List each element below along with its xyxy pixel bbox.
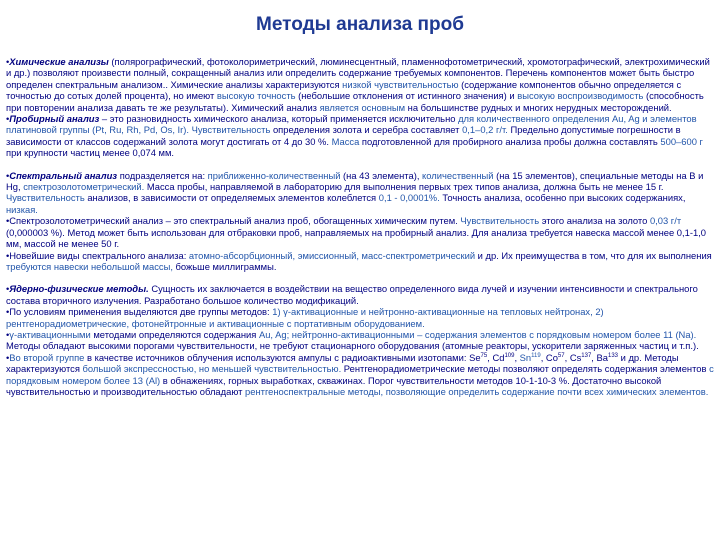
body-text: Рентгенорадиометрические методы позволяют определять содержания элементов — [341, 363, 710, 375]
body-text: , Co — [540, 351, 558, 363]
body-text: этого анализа на золото — [539, 215, 650, 227]
body-text: • — [6, 169, 10, 181]
body-text: (способность при повторении анализа давать те же результаты). Химический анализ — [6, 90, 704, 113]
body-text: (полярографический, фотоколориметрический, люминесцентный, пламеннофотометрический, хромотографический, электрохимический и др.) позволяют произвести полный, сокращенный анализ или определить содержание требуемых компонентов. Перечень компонентов может быть быстро определен спектральным анализом.. Химические анализы характеризуются — [6, 56, 710, 90]
body-text: на большинстве рудных и многих нерудных месторождений. — [405, 101, 672, 113]
body-text: • — [6, 351, 10, 363]
highlight-text: низкой чувствительностью — [342, 78, 459, 90]
body-text: •Новейшие виды спектрального анализа: — [6, 249, 189, 261]
bullet-paragraph — [6, 283, 714, 306]
body-text: Предельно допустимые погрешности в зависимости от классов содержаний золота могут достигать от 4 до 30 %. — [6, 124, 681, 147]
highlight-text: Чувствительность — [460, 215, 540, 227]
bullet-paragraph — [6, 113, 714, 159]
highlight-text: 119 — [531, 352, 541, 359]
body-text: (небольшие отклонения от истинного значения) и — [295, 90, 518, 102]
body-text: • — [6, 283, 10, 295]
body-text: • — [6, 56, 10, 67]
body-text: , Cs — [564, 351, 582, 363]
highlight-text: Sn — [519, 351, 532, 363]
slide-title: Методы анализа проб — [256, 14, 464, 35]
isotope-superscript: 57 — [557, 352, 565, 359]
bullet-paragraph — [6, 170, 714, 216]
method-heading: Химические анализы — [9, 56, 109, 67]
slide-content — [6, 56, 714, 397]
isotope-superscript: 137 — [581, 352, 592, 359]
body-text: •Спектрозолотометрический — [6, 215, 130, 227]
body-text: Масса пробы, направляемой в лабораторию для выполнения первых трех типов анализа, должна быть не менее 15 г. — [144, 181, 664, 193]
highlight-text: для количественного определения Au, Ag и элементов платиновой группы (Pt, Ru, Rh, Pd, Os, Ir). Чувствительность — [6, 113, 697, 136]
highlight-text: Чувствительность — [6, 192, 85, 204]
highlight-text: требуются навески небольшой массы, — [6, 260, 173, 272]
body-text: , Cd — [487, 351, 505, 363]
highlight-text: 0,1 - 0,0001%. — [378, 192, 440, 204]
isotope-superscript: 133 — [607, 352, 618, 359]
highlight-text: Во второй группе — [9, 351, 85, 363]
body-text: определения золота и серебра составляет — [270, 124, 463, 136]
highlight-text: Au, Ag; нейтронно-активационными – содержания элементов с порядковым номером более 11 (Na). — [258, 328, 697, 340]
body-text: (на 43 элемента), — [340, 169, 423, 181]
body-text: •По условиям применения выделяются две группы методов: — [6, 306, 273, 318]
highlight-text: большой экспрессностью, но меньшей чувствительностью. — [82, 363, 342, 375]
body-text: (0,000003 %). Метод может быть использован для отбраковки проб, направляемых на пробирный анализ. Для анализа требуется навеска массой менее 0,1-1,0 мм, массой не менее 50 г. — [6, 226, 706, 250]
body-text: Сущность их заключается в воздействии на вещество определенного вида лучей и изучении интенсивности и спектрального состава вторичного излучения. Разработано большое количество модификаций. — [6, 283, 698, 306]
highlight-text: 0,1–0,2 г/т. — [462, 124, 508, 136]
highlight-text: атомно-абсорбционный, эмиссионный, масс-спектрометрический — [188, 249, 476, 261]
body-text: анализов, в зависимости от определяемых элементов колеблется — [84, 192, 379, 204]
highlight-text: Масса — [331, 135, 360, 147]
highlight-text: 0,03 г/т — [649, 215, 682, 227]
highlight-text: высокую точность — [216, 90, 296, 102]
body-text: в качестве источников облучения используются ампулы с радиоактивными изотопами: Se — [84, 351, 481, 363]
method-heading: Ядерно-физические методы. — [9, 283, 149, 295]
section-gap — [6, 159, 714, 170]
highlight-text: высокую воспроизводимость — [517, 90, 644, 102]
body-text: божьше миллиграммы. — [172, 260, 277, 272]
bullet-paragraph — [6, 352, 714, 398]
body-text: – это разновидность химического анализа, который применяется исключительно — [99, 113, 459, 125]
highlight-text: γ-активационными — [9, 328, 91, 340]
body-text: подразделяется на: — [117, 169, 208, 181]
body-text: Методы обладают высокими порогами чувствительности, не требуют стационарного оборудования (атомные реакторы, ускорители заряженных частиц и т.п.). — [6, 340, 699, 352]
isotope-superscript: 75 — [480, 352, 488, 359]
highlight-text: количественный — [422, 169, 494, 181]
bullet-paragraph — [6, 329, 714, 352]
highlight-text: 500–600 г — [660, 135, 703, 147]
method-heading: Спектральный анализ — [9, 169, 118, 181]
body-text: при крупности частиц менее 0,074 мм. — [6, 147, 175, 159]
body-text: (содержание компонентов обычно определяется с точностью до сотых долей процента), но имеют — [6, 78, 682, 102]
highlight-text: является основным — [319, 101, 406, 113]
body-text: в обнажениях, горных выработках, скважинах. Порог чувствительности методов 10-1-10-3 %. Достаточно высокой чувствительностью и производительностью обладают — [6, 374, 662, 397]
body-text: , Ba — [591, 351, 608, 363]
method-heading: Пробирный анализ — [9, 113, 100, 125]
body-text: методами определяются содержания — [90, 328, 259, 340]
body-text: • — [6, 328, 10, 340]
highlight-text: рентгеноспектральные методы, позволяющие определить содержание почти всех химических элементов. — [245, 385, 709, 397]
bullet-paragraph — [6, 250, 714, 273]
highlight-text: приближенно-количественный — [207, 169, 341, 181]
body-text: подготовленной для пробирного анализа пробы должна составлять — [359, 135, 661, 147]
body-text: анализ – это спектральный анализ проб, обогащенных химическим путем. — [129, 215, 461, 227]
highlight-text: 1) γ-активационные и нейтронно-активационные на тепловых нейтронах, 2) рентгенорадиометрические, фотонейтронные и активационные с портативным оборудованием. — [6, 306, 604, 329]
body-text: Точность анализа, особенно при высоких содержаниях, — [439, 192, 686, 204]
bullet-paragraph — [6, 306, 714, 329]
highlight-text: низкая. — [6, 203, 38, 215]
isotope-superscript: 109 — [504, 352, 515, 359]
body-text: и др. Их преимущества в том, что для их выполнения — [475, 249, 712, 261]
body-text: • — [6, 113, 10, 125]
body-text: и др. Методы характеризуются — [6, 351, 679, 375]
bullet-paragraph — [6, 215, 714, 249]
body-text: , — [514, 351, 520, 363]
highlight-text: с порядковым номером более 13 (Al) — [6, 363, 714, 386]
body-text: (на 15 элементов), специальные методы на В и Hg, — [6, 169, 704, 193]
highlight-text: спектрозолотометрический. — [23, 181, 145, 193]
section-gap — [6, 272, 714, 283]
bullet-paragraph — [6, 56, 714, 113]
